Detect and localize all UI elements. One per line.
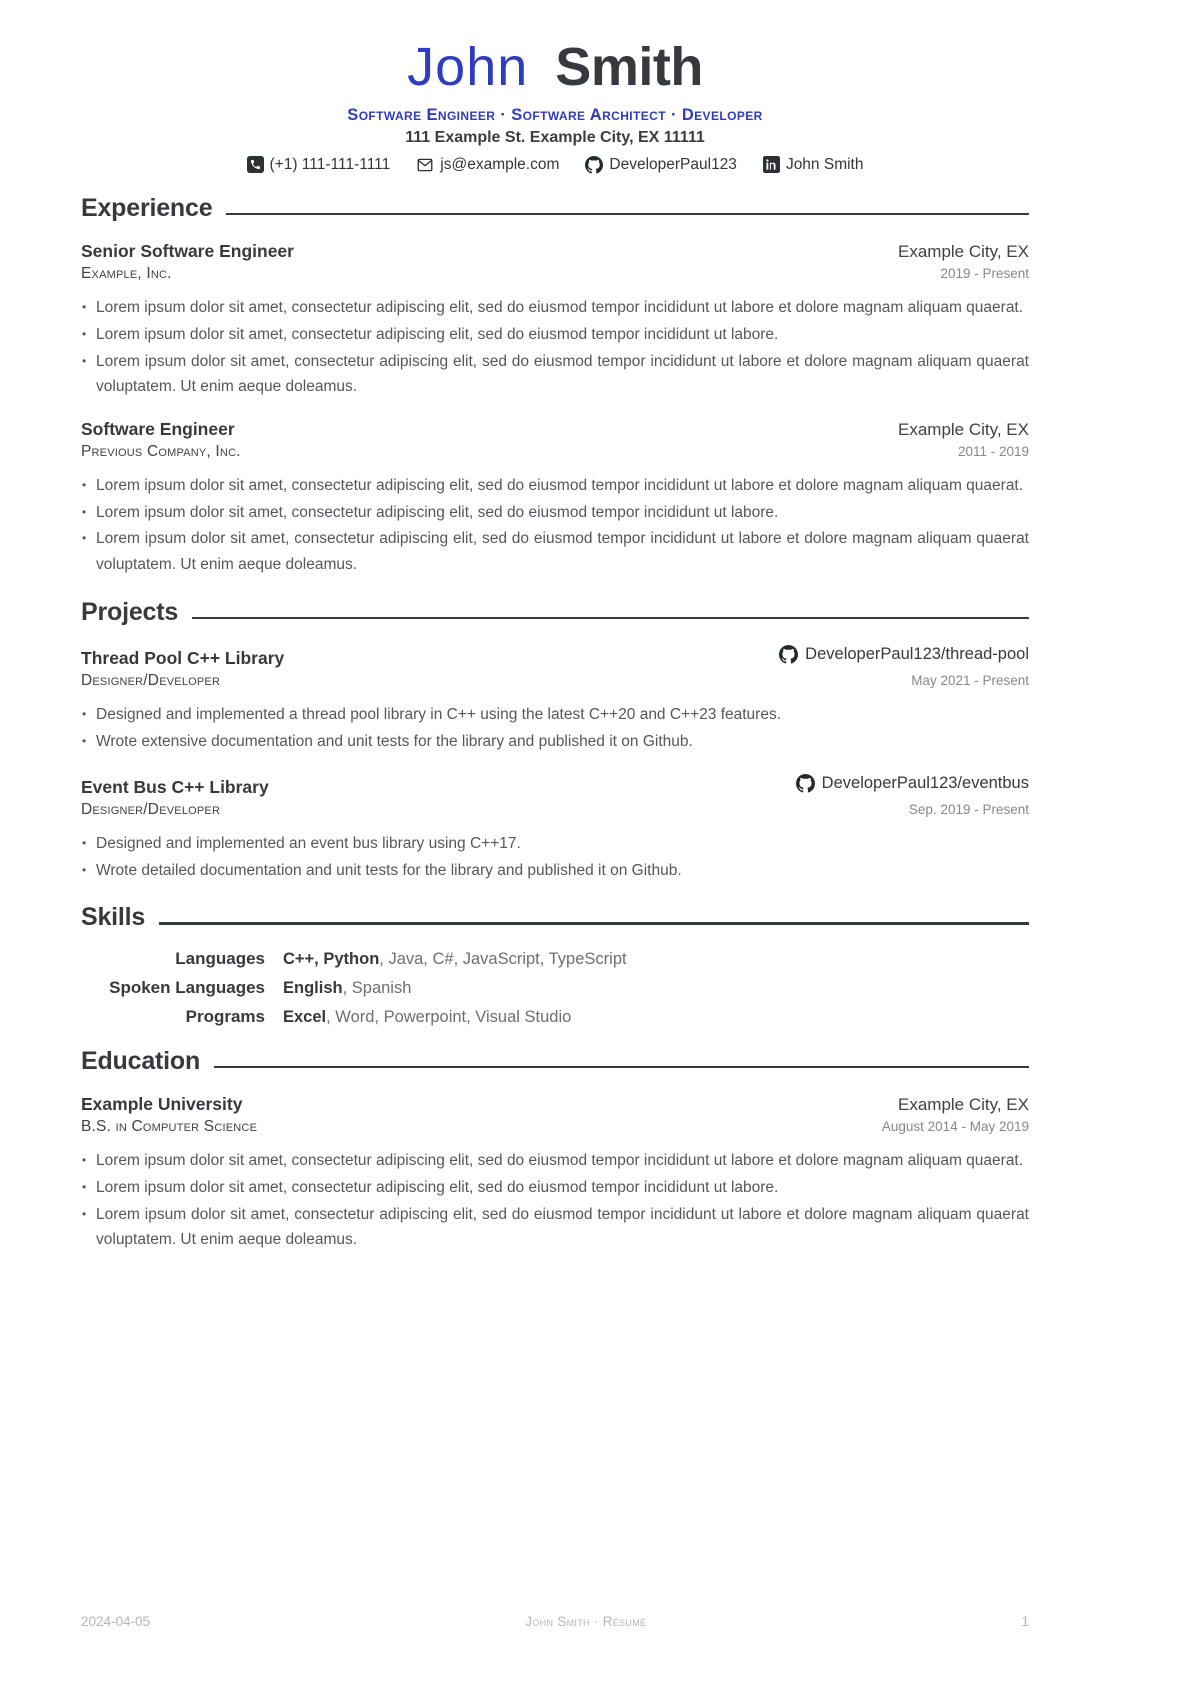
page-footer [81,1614,1029,1629]
github-contact[interactable] [585,156,737,174]
section-title: Skills [81,903,146,932]
repo-name: DeveloperPaul123/eventbus [821,773,1029,792]
job-bullets [81,473,1029,578]
company-name: Example, Inc. [81,265,172,283]
github-icon [779,645,798,664]
skills-section [81,904,1029,1027]
bullet-item: • Lorem ipsum dolor sit amet, consectetur adipiscing elit, sed do eiusmod tempor incididunt ut labore. [81,500,1029,526]
project-bullets [81,831,1029,883]
company-name: Previous Company, Inc. [81,443,241,460]
skill-value [283,1008,571,1027]
projects-heading [81,599,1029,627]
skill-strong: English [283,978,343,997]
bullet-item: • Lorem ipsum dolor sit amet, consectetur adipiscing elit, sed do eiusmod tempor incididunt ut labore et dolore magnam aliquam quaerat voluptatem. Ut enim aeque doleamus. [81,1202,1029,1253]
section-title: Experience [81,193,213,222]
skills-table [81,949,1029,1027]
phone-icon [247,156,264,173]
bullet-item: • Wrote detailed documentation and unit tests for the library and published it on Github. [81,858,1029,884]
footer-date: 2024-04-05 [81,1614,151,1629]
skill-rest: , Spanish [342,978,412,997]
skill-rest: , Word, Powerpoint, Visual Studio [326,1007,572,1026]
project-repo-link[interactable] [796,774,1029,793]
project-entry [81,774,1029,883]
skill-label: Spoken Languages [109,977,265,997]
tagline: Software Engineer · Software Architect · Developer [347,105,763,124]
linkedin-icon [763,156,780,173]
bullet-item: • Designed and implemented an event bus library using C++17. [81,831,1029,857]
bullet-item: • Lorem ipsum dolor sit amet, consectetur adipiscing elit, sed do eiusmod tempor incididunt ut labore et dolore magnam aliquam quaerat voluptatem. Ut enim aeque doleamus. [81,349,1029,400]
job-location: Example City, EX [897,242,1029,262]
skill-row [81,978,1029,998]
contact-row [81,156,1029,174]
phone-contact[interactable] [247,156,391,174]
job-dates: 2011 - 2019 [957,444,1029,459]
project-title: Thread Pool C++ Library [81,648,285,669]
experience-heading [81,195,1029,223]
project-repo-link[interactable] [779,645,1029,664]
job-title: Software Engineer [81,419,235,439]
skill-value [283,979,411,998]
skill-row [81,1007,1029,1027]
linkedin-name: John Smith [785,155,864,173]
skill-label: Programs [185,1006,265,1026]
project-entry [81,645,1029,754]
experience-entry [81,241,1029,400]
page-title [81,36,1029,99]
github-username: DeveloperPaul123 [609,155,737,173]
section-rule [159,922,1029,925]
section-rule [192,617,1029,620]
experience-entry [81,419,1029,578]
section-rule [226,213,1029,216]
skill-strong: C++, Python [283,949,380,968]
last-name: Smith [555,37,703,97]
section-rule [214,1066,1029,1069]
projects-section [81,599,1029,883]
project-role: Designer/Developer [81,800,221,818]
bullet-item: • Lorem ipsum dolor sit amet, consectetur adipiscing elit, sed do eiusmod tempor incididunt ut labore et dolore magnam aliquam quaerat. [81,1148,1029,1174]
linkedin-contact[interactable] [763,156,864,174]
school-name: Example University [81,1094,243,1115]
skill-label: Languages [175,948,265,968]
job-location: Example City, EX [897,420,1029,439]
school-location: Example City, EX [897,1095,1029,1115]
section-title: Education [81,1046,201,1075]
email-address: js@example.com [440,155,560,173]
bullet-item: • Lorem ipsum dolor sit amet, consectetur adipiscing elit, sed do eiusmod tempor incididunt ut labore. [81,322,1029,348]
project-bullets [81,702,1029,754]
education-section [81,1048,1029,1253]
job-title: Senior Software Engineer [81,241,294,262]
skill-rest: , Java, C#, JavaScript, TypeScript [379,949,627,968]
phone-number: (+1) 111-111-1111 [269,155,391,173]
github-icon [585,156,603,174]
footer-page-number: 1 [1021,1614,1029,1629]
project-title: Event Bus C++ Library [81,776,269,797]
experience-section [81,195,1029,578]
github-icon [796,774,815,793]
section-title: Projects [81,597,179,626]
project-role: Designer/Developer [81,672,221,690]
school-dates: August 2014 - May 2019 [881,1119,1029,1135]
education-heading [81,1048,1029,1076]
skills-heading [81,904,1029,932]
bullet-item: • Lorem ipsum dolor sit amet, consectetur adipiscing elit, sed do eiusmod tempor incididunt ut labore et dolore magnam aliquam quaerat. [81,473,1029,499]
bullet-item: • Designed and implemented a thread pool library in C++ using the latest C++20 and C++23 features. [81,702,1029,728]
skill-strong: Excel [283,1007,327,1026]
address-line: 111 Example St. Example City, EX 11111 [405,128,705,146]
education-bullets [81,1148,1029,1253]
email-contact[interactable] [416,156,559,174]
skill-value [283,950,627,969]
bullet-item: • Wrote extensive documentation and unit tests for the library and published it on Github. [81,729,1029,755]
degree-name: B.S. in Computer Science [81,1118,258,1136]
bullet-item: • Lorem ipsum dolor sit amet, consectetur adipiscing elit, sed do eiusmod tempor incididunt ut labore et dolore magnam aliquam quaerat voluptatem. Ut enim aeque doleamus. [81,526,1029,577]
resume-header [81,36,1029,174]
first-name: John [407,37,529,97]
email-icon [416,156,434,174]
bullet-item: • Lorem ipsum dolor sit amet, consectetur adipiscing elit, sed do eiusmod tempor incididunt ut labore et dolore magnam aliquam quaerat. [81,295,1029,321]
job-bullets [81,295,1029,400]
job-dates: 2019 - Present [940,266,1029,282]
skill-row [81,949,1029,969]
repo-name: DeveloperPaul123/thread-pool [805,645,1029,664]
education-entry [81,1094,1029,1253]
project-dates: Sep. 2019 - Present [908,801,1029,817]
project-dates: May 2021 - Present [911,673,1029,689]
footer-doc-title: John Smith · Résumé [525,1614,647,1629]
bullet-item: • Lorem ipsum dolor sit amet, consectetur adipiscing elit, sed do eiusmod tempor incididunt ut labore. [81,1175,1029,1201]
